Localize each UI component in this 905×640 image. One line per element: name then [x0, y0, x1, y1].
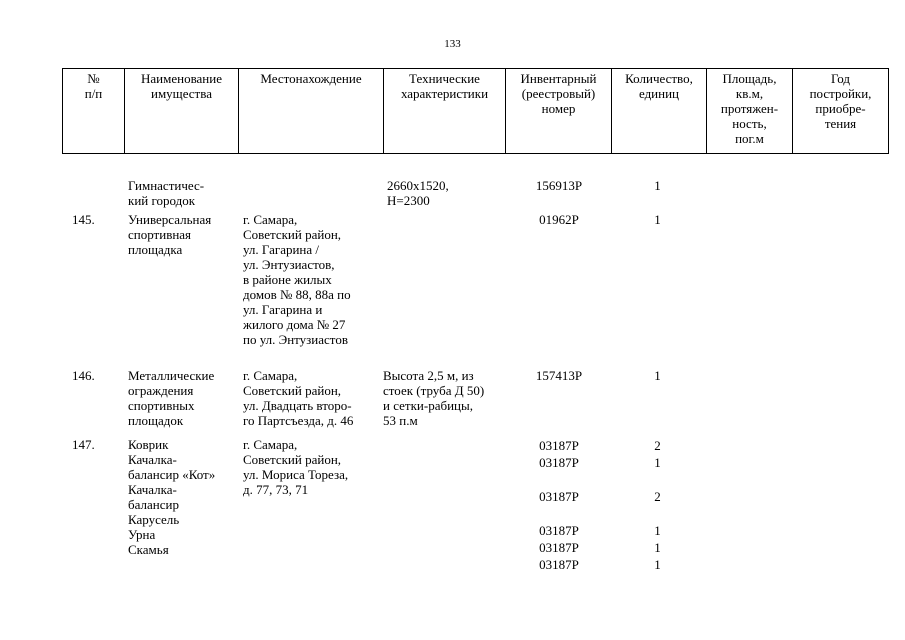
header-area-text: Площадь, кв.м, протяжен- ность, пог.м — [720, 71, 779, 146]
header-cell-year — [793, 69, 889, 154]
row-0-inventory: 156913Р — [535, 178, 583, 193]
page-number: 133 — [444, 38, 461, 50]
row-1-quantity: 1 — [654, 212, 661, 227]
header-name-text: Наименование имущества — [141, 71, 222, 101]
row-2-location: г. Самара, Советский район, ул. Двадцать второ- го Партсъезда, д. 46 — [243, 368, 354, 428]
row-1-num: 145. — [72, 212, 95, 227]
header-quantity-text: Количество, единиц — [625, 71, 693, 101]
header-cell-num — [63, 69, 125, 154]
header-num-text: № п/п — [84, 71, 103, 101]
header-inventory-text: Инвентарный (реестровый) номер — [520, 71, 597, 116]
row-2-inventory: 157413Р — [535, 368, 583, 383]
row-2-num: 146. — [72, 368, 95, 383]
row-2-name: Металлические ограждения спортивных площадок — [128, 368, 215, 428]
header-location-text: Местонахождение — [260, 71, 362, 86]
row-2-tech: Высота 2,5 м, из стоек (труба Д 50) и сетки-рабицы, 53 п.м — [383, 368, 485, 428]
header-cell-tech — [384, 69, 506, 154]
header-cell-inventory — [506, 69, 612, 154]
row-2-quantity: 1 — [654, 368, 661, 383]
row-3-inventory: 03187Р 03187Р 03187Р 03187Р 03187Р 03187Р — [539, 438, 579, 572]
header-cell-area — [707, 69, 793, 154]
header-cell-location — [239, 69, 384, 154]
row-1-location: г. Самара, Советский район, ул. Гагарина / ул. Энтузиастов, в районе жилых домов № 88, 88а по ул. Гагарина и жилого дома № 27 по ул. Энтузиастов — [243, 212, 351, 347]
header-tech-text: Технические характеристики — [400, 71, 489, 101]
row-3-quantity: 2 1 2 1 1 1 — [654, 438, 661, 572]
header-cell-name — [125, 69, 239, 154]
table-header — [62, 68, 889, 154]
header-row — [63, 69, 889, 154]
row-0-quantity: 1 — [654, 178, 661, 193]
row-1-inventory: 01962Р — [539, 212, 579, 227]
row-0-tech: 2660x1520, H=2300 — [387, 178, 449, 208]
row-3-name: Коврик Качалка- балансир «Кот» Качалка- балансир Карусель Урна Скамья — [128, 437, 216, 557]
header-cell-quantity — [612, 69, 707, 154]
row-0-name: Гимнастичес- кий городок — [128, 178, 205, 208]
row-3-location: г. Самара, Советский район, ул. Мориса Тореза, д. 77, 73, 71 — [243, 437, 349, 497]
row-1-name: Универсальная спортивная площадка — [128, 212, 212, 257]
row-3-num: 147. — [72, 437, 95, 452]
header-year-text: Год постройки, приобре- тения — [809, 71, 872, 131]
